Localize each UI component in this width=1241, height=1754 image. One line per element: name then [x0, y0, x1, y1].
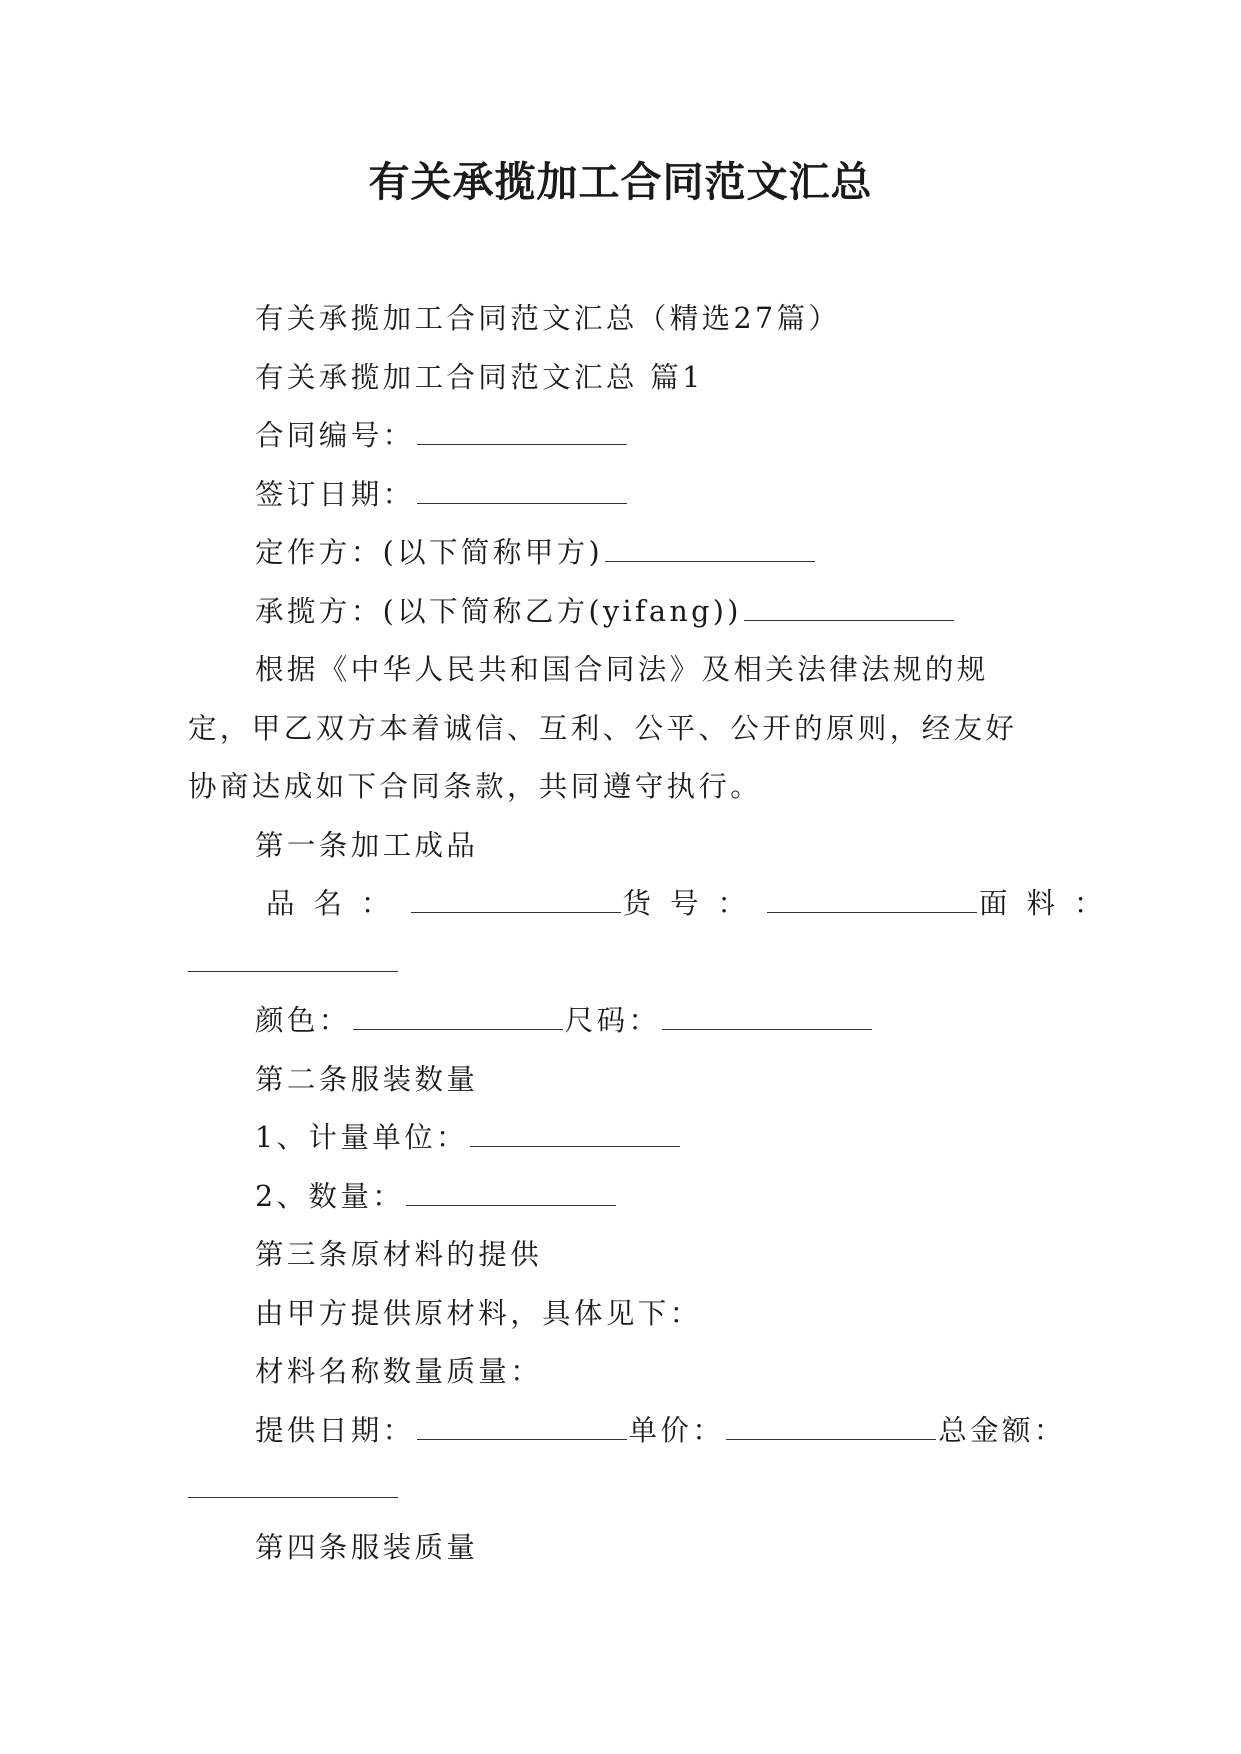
unit-price-blank — [726, 1417, 936, 1440]
article-3-title: 第三条原材料的提供 — [255, 1238, 543, 1271]
unit-blank — [470, 1124, 680, 1147]
article-1-fields-row — [188, 875, 1122, 934]
unit-label: 1、计量单位： — [255, 1121, 468, 1154]
supply-row — [188, 1402, 1066, 1461]
product-name-blank — [411, 890, 621, 913]
total-amount-blank — [188, 1475, 398, 1498]
total-amount-label: 总金额： — [938, 1413, 1066, 1447]
quantity-blank — [406, 1183, 616, 1206]
item-number-label: 货号： — [622, 887, 766, 920]
total-amount-blank-row — [188, 1460, 1048, 1519]
unit-row — [188, 1109, 1048, 1168]
party-b-label: 承揽方：(以下简称乙方(yifang)) — [255, 594, 742, 628]
fabric-blank-row — [188, 934, 1048, 993]
subtitle-line: 有关承揽加工合同范文汇总 篇1 — [255, 360, 704, 394]
contract-number-label: 合同编号： — [255, 419, 415, 452]
party-b-row — [188, 583, 1048, 642]
intro-line: 有关承揽加工合同范文汇总（精选27篇） — [255, 302, 841, 335]
article-3-desc: 由甲方提供原材料，具体见下： — [255, 1296, 702, 1330]
preamble-paragraph: 根据《中华人民共和国合同法》及相关法律法规的规定，甲乙双方本着诚信、互利、公平、公开的原则，经友好协商达成如下合同条款，共同遵守执行。 — [188, 653, 1018, 803]
size-blank — [662, 1007, 872, 1030]
document-title: 有关承揽加工合同范文汇总 — [368, 158, 873, 206]
quantity-label: 2、数量： — [255, 1179, 405, 1213]
supply-date-blank — [417, 1417, 627, 1440]
materials-line: 材料名称数量质量： — [255, 1355, 543, 1388]
quantity-row — [188, 1168, 1048, 1227]
sign-date-label: 签订日期： — [255, 477, 415, 511]
size-label: 尺码： — [564, 1004, 661, 1037]
sign-date-row — [188, 466, 1048, 525]
party-a-blank — [605, 539, 815, 562]
article-1-title: 第一条加工成品 — [255, 828, 479, 862]
unit-price-label: 单价： — [628, 1413, 725, 1447]
color-size-row — [188, 992, 1048, 1051]
contract-number-row — [188, 407, 1048, 466]
item-number-blank — [767, 890, 977, 913]
article-4-title: 第四条服装质量 — [255, 1530, 479, 1564]
product-name-label: 品名： — [266, 887, 409, 920]
party-a-row — [188, 524, 1048, 583]
fabric-blank — [188, 949, 398, 972]
color-label: 颜色： — [255, 1004, 351, 1037]
color-blank — [353, 1007, 563, 1030]
document-body — [188, 290, 1122, 1577]
article-2-title: 第二条服装数量 — [255, 1062, 479, 1096]
supply-date-label: 提供日期： — [255, 1413, 415, 1447]
sign-date-blank — [417, 481, 627, 504]
contract-number-blank — [417, 422, 627, 445]
party-b-blank — [744, 598, 954, 621]
fabric-label: 面料： — [979, 887, 1122, 920]
party-a-label: 定作方：(以下简称甲方) — [255, 536, 604, 569]
